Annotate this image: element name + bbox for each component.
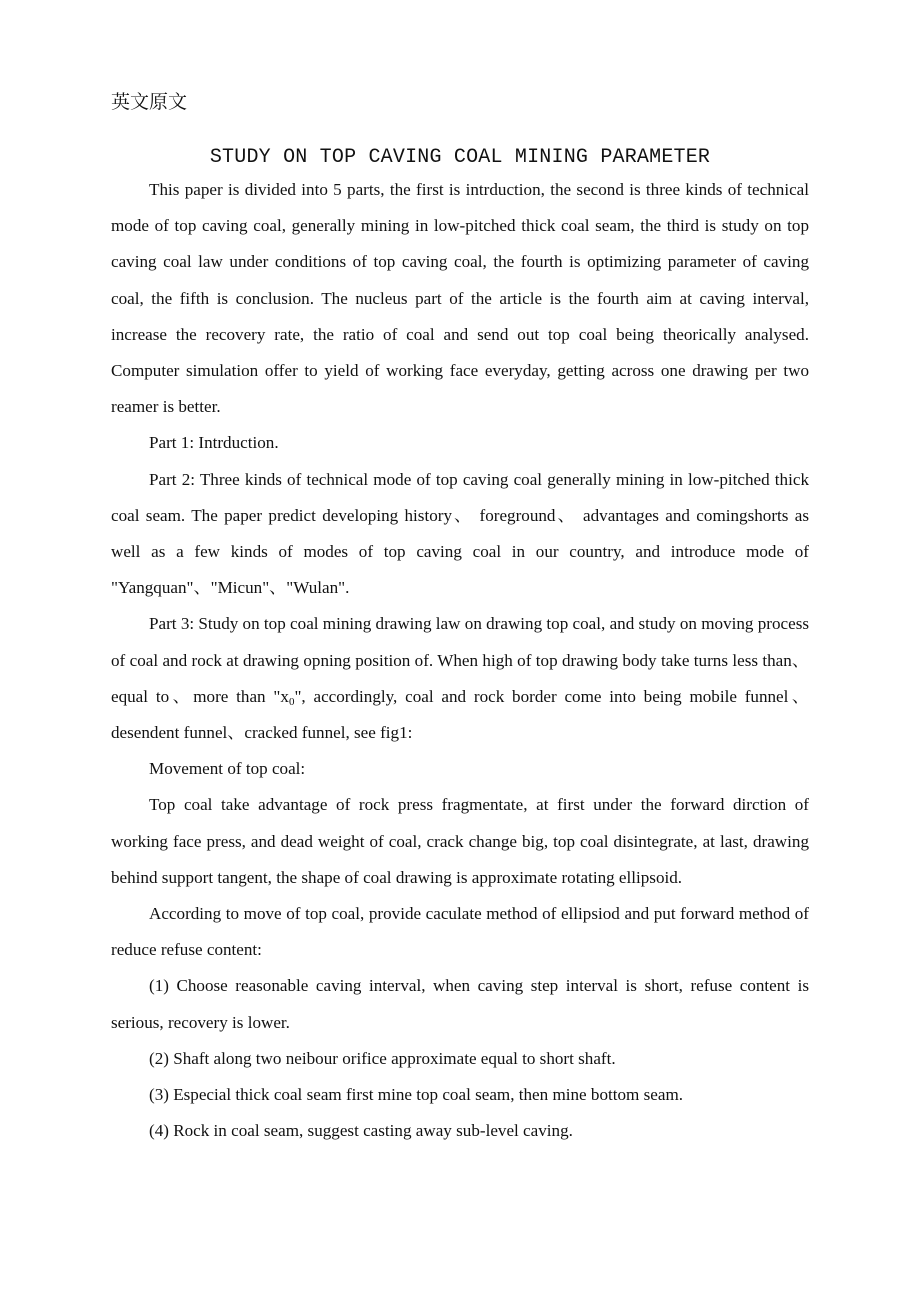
part3-paragraph — [111, 606, 809, 751]
part3-text-after: ", accordingly, coal and rock border come into being mobile funnel、desendent funnel、cracked funnel, see fig1: — [111, 686, 810, 743]
paper-title: STUDY ON TOP CAVING COAL MINING PARAMETER — [209, 146, 711, 169]
movement-paragraph: Top coal take advantage of rock press fragmentate, at first under the forward dirction of working face press, and dead weight of coal, crack change big, top coal disintegrate, at last, drawing behind support tangent, the shape of coal drawing is approximate rotating ellipsoid. — [111, 795, 809, 887]
part3-text-before: Part 3: Study on top coal mining drawing law on drawing top coal, and study on moving process of coal and rock at drawing opning position of. When high of top drawing body take turns less than、equal to、more than "x — [111, 614, 809, 706]
list-item-4: (4) Rock in coal seam, suggest casting away sub-level caving. — [149, 1121, 573, 1141]
abstract-paragraph: This paper is divided into 5 parts, the first is intrduction, the second is three kinds of technical mode of top caving coal, generally mining in low-pitched thick coal seam, the third is study on top caving coal law under conditions of top caving coal, the fourth is optimizing parameter of caving coal, the fifth is conclusion. The nucleus part of the article is the fourth aim at caving interval, increase the recovery rate, the ratio of coal and send out top coal being theorically analysed. Computer simulation offer to yield of working face everyday, getting across one drawing per two reamer is better. — [111, 180, 809, 417]
part3-subscript: 0 — [288, 695, 295, 708]
section-heading: 英文原文 — [111, 91, 188, 113]
list-item-1: (1) Choose reasonable caving interval, when caving step interval is short, refuse content is serious, recovery is lower. — [111, 976, 809, 1032]
list-item-2: (2) Shaft along two neibour orifice approximate equal to short shaft. — [149, 1048, 616, 1068]
part1-paragraph: Part 1: Intrduction. — [149, 433, 279, 453]
body-text — [111, 172, 809, 1149]
part2-paragraph: Part 2: Three kinds of technical mode of top caving coal generally mining in low-pitched thick coal seam. The paper predict developing history、 foreground、 advantages and comingshorts as well as a few kinds of modes of top caving coal in our country, and introduce mode of "Yangquan"、"Micun"、"Wulan". — [111, 469, 809, 598]
ellipsoid-paragraph: According to move of top coal, provide caculate method of ellipsiod and put forward method of reduce refuse content: — [111, 904, 809, 960]
list-item-3: (3) Especial thick coal seam first mine top coal seam, then mine bottom seam. — [149, 1085, 684, 1105]
movement-heading: Movement of top coal: — [149, 759, 306, 779]
